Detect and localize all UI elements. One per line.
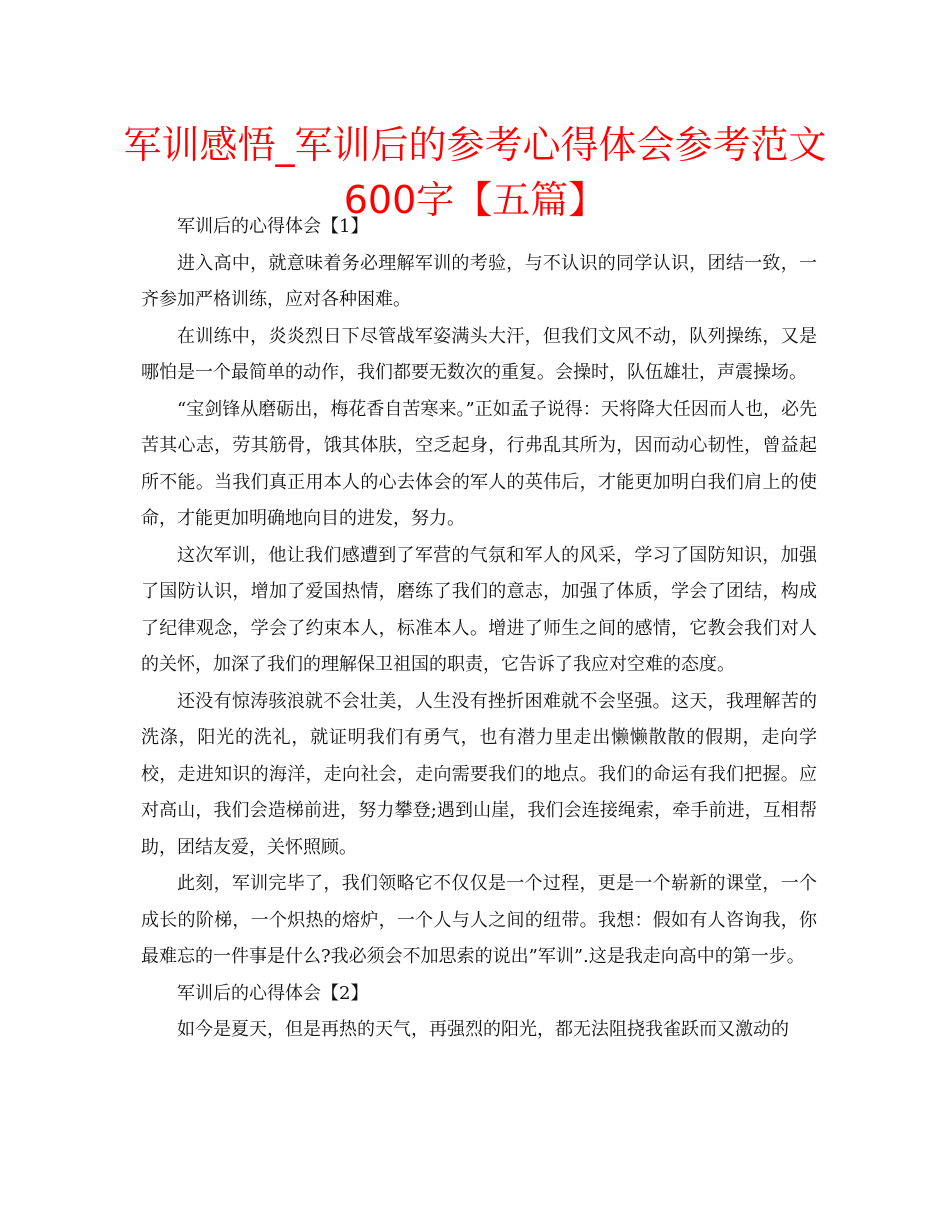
section-heading-1: 军训后的心得体会【1】: [177, 216, 369, 237]
paragraph: 此刻，军训完毕了，我们领略它不仅仅是一个过程，更是一个崭新的课堂，一个成长的阶梯，一个炽热的熔炉，一个人与人之间的纽带。我想：假如有人咨询我，你最难忘的一件事是什么?我必须会不加思索的说出”军训”.这是我走向高中的第一步。: [141, 873, 817, 967]
paragraph: “宝剑锋从磨砺出，梅花香自苦寒来。”正如孟子说得：天将降大任因而人也，必先苦其心志，劳其筋骨，饿其体肤，空乏起身，行弗乱其所为，因而动心韧性，曾益起所不能。当我们真正用本人的心去体会的军人的英伟后，才能更加明白我们肩上的使命，才能更加明确地向目的进发，努力。: [141, 398, 817, 529]
paragraph: 如今是夏天，但是再热的天气，再强烈的阳光，都无法阻挠我雀跃而又激动的: [177, 1019, 789, 1040]
section-heading-2: 军训后的心得体会【2】: [177, 982, 369, 1004]
paragraph: 还没有惊涛骇浪就不会壮美，人生没有挫折困难就不会坚强。这天，我理解苦的洗涤，阳光的洗礼，就证明我们有勇气，也有潜力里走出懒懒散散的假期，走向学校，走进知识的海洋，走向社会，走向需要我们的地点。我们的命运有我们把握。应对高山，我们会造梯前进，努力攀登;遇到山崖，我们会连接绳索，牵手前进，互相帮助，团结友爱，关怀照顾。: [141, 690, 817, 858]
paragraph: 这次军训，他让我们感遭到了军营的气氛和军人的风采，学习了国防知识，加强了国防认识，增加了爱国热情，磨练了我们的意志，加强了体质，学会了团结，构成了纪律观念，学会了约束本人，标准本人。增进了师生之间的感情，它教会我们对人的关怀，加深了我们的理解保卫祖国的职责，它告诉了我应对空难的态度。: [141, 544, 817, 675]
document-body: [141, 209, 817, 1049]
document-title: 军训感悟_军训后的参考心得体会参考范文600字【五篇】: [123, 123, 827, 222]
paragraph: 在训练中，炎炎烈日下尽管战军姿满头大汗，但我们文风不动，队列操练，又是哪怕是一个最简单的动作，我们都要无数次的重复。会操时，队伍雄壮，声震操场。: [141, 325, 817, 383]
paragraph: 进入高中，就意味着务必理解军训的考验，与不认识的同学认识，团结一致，一齐参加严格训练，应对各种困难。: [141, 252, 817, 310]
